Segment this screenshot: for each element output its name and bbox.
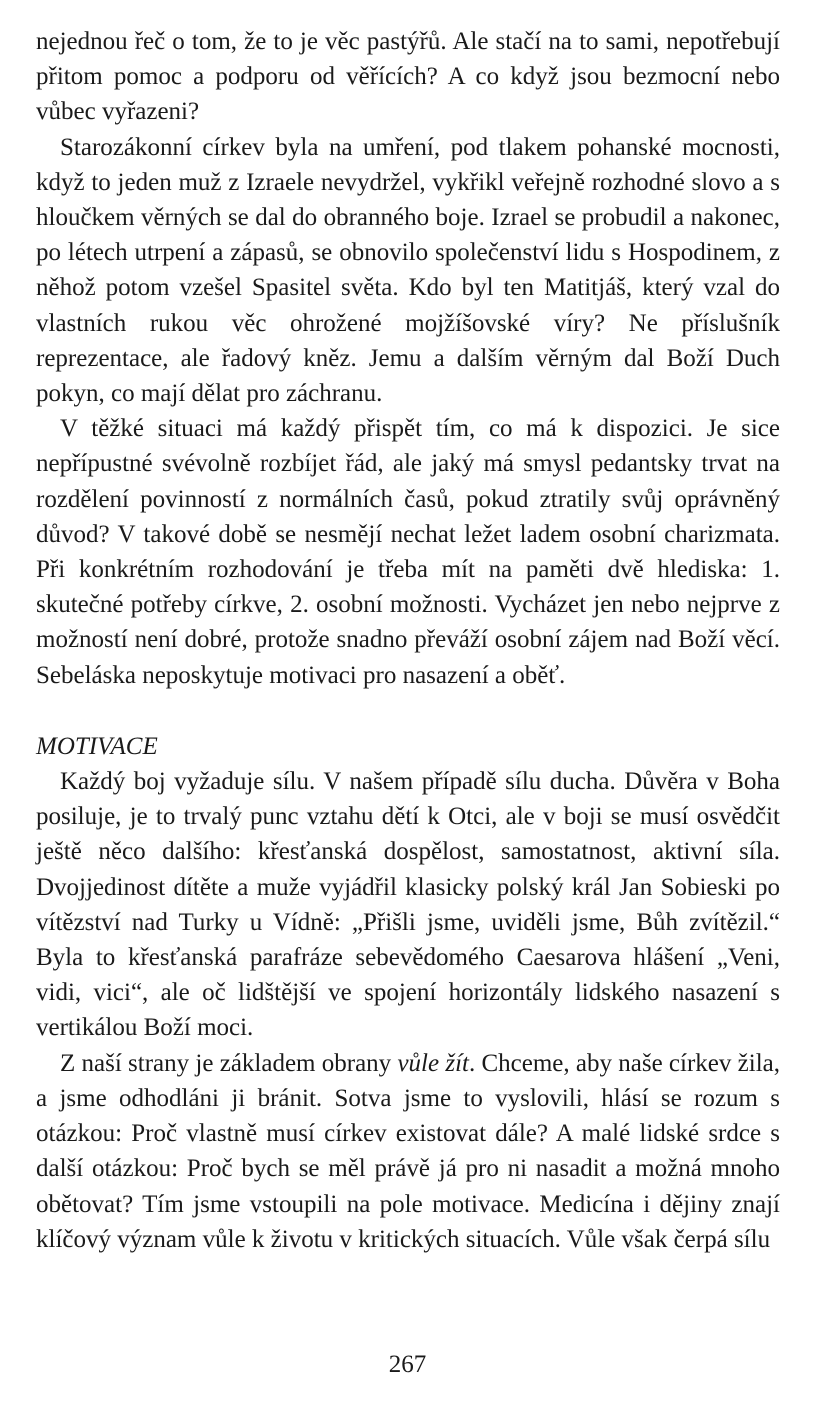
page-body	[36, 24, 780, 1384]
section-heading: MOTIVACE	[36, 732, 158, 760]
paragraph-starozakonni: Starozákonní církev byla na umření, pod tlakem pohanské mocnosti, když to jeden muž z Izraele nevydržel, vykřikl veřejně rozhodné slovo a s hloučkem věrných se dal do obranného boje. Izrael se probudil a nakonec, po létech utrpení a zápasů, se obnovilo společenství lidu s Hospodinem, z něhož potom vzešel Spasitel světa. Kdo byl ten Matitjáš, který vzal do vlastních rukou věc ohrožené mojžíšovské víry? Ne příslušník reprezentace, ale řadový kněz. Jemu a dalším věrným dal Boží Duch pokyn, co mají dělat pro záchranu.	[36, 133, 780, 408]
section-gap	[36, 693, 780, 729]
emphasis-text: vůle žít	[397, 1049, 469, 1077]
text-run: Z naší strany je základem obrany	[60, 1049, 398, 1077]
paragraph-continuation: nejednou řeč o tom, že to je věc pastýřů. Ale stačí na to sami, nepotřebují přitom pomoc a podporu od věřících? A co když jsou bezmocní nebo vůbec vyřazeni?	[36, 28, 780, 126]
text-run: . Chceme, aby naše církev žila, a jsme odhodláni ji bránit. Sotva jsme to vyslovili, hlásí se rozum s otázkou: Proč vlastně musí církev existovat dále? A malé lidské srdce s další otázkou: Proč bych se měl právě já pro ni nasadit a možná mnoho obětovat? Tím jsme vstoupili na pole motivace. Medicína i dějiny znají klíčový význam vůle k životu v kritických situacích. Vůle však čerpá sílu	[36, 1049, 780, 1253]
paragraph-vule-zit	[36, 1046, 780, 1257]
paragraph-tezka-situace: V těžké situaci má každý přispět tím, co má k dispozici. Je sice nepřípustné svévolně rozbíjet řád, ale jaký má smysl pedantsky trvat na rozdělení povinností z normálních časů, pokud ztratily svůj oprávněný důvod? V takové době se nesmějí nechat ležet ladem osobní charizmata. Při konkrétním rozhodování je třeba mít na paměti dvě hlediska: 1. skutečné potřeby církve, 2. osobní možnosti. Vycházet jen nebo nejprve z možností není dobré, protože snadno převáží osobní zájem nad Boží věcí. Sebeláska neposkytuje motivaci pro nasazení a oběť.	[36, 415, 780, 689]
paragraph-kazdy-boj: Každý boj vyžaduje sílu. V našem případě sílu ducha. Důvěra v Boha posiluje, je to trvalý punc vztahu dětí k Otci, ale v boji se musí osvědčit ještě něco dalšího: křesťanská dospělost, samostatnost, aktivní síla. Dvojjedinost dítěte a muže vyjádřil klasicky polský král Jan Sobieski po vítězství nad Turky u Vídně: „Přišli jsme, uviděli jsme, Bůh zvítězil.“ Byla to křesťanská parafráze sebevědomého Caesarova hlášení „Veni, vidi, vici“, ale oč lidštější ve spojení horizontály lidského nasazení s vertikálou Boží moci.	[36, 768, 780, 1042]
page-number: 267	[388, 1351, 427, 1378]
